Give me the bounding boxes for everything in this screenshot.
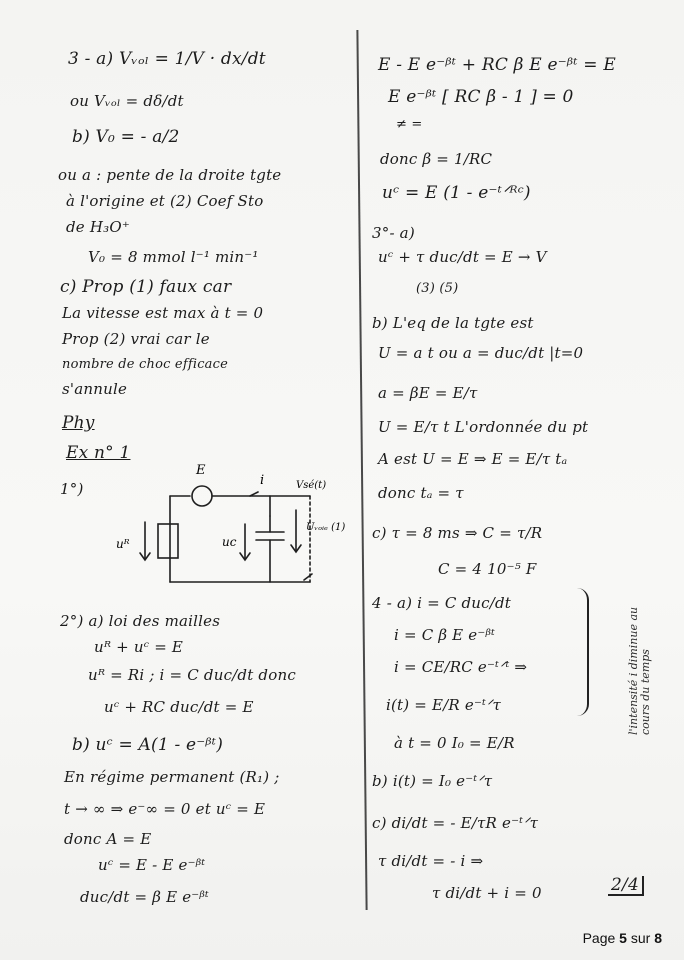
section-phy: Phy	[62, 413, 95, 433]
q3a-vvol: 3 - a) Vᵥₒₗ = 1/V · dx/dt	[68, 49, 266, 69]
q2b-regime: En régime permanent (R₁) ;	[64, 768, 280, 786]
circuit-label-uc: uc	[222, 535, 237, 549]
circuit-label-uvoie: Uᵥₒᵢₑ (1)	[306, 522, 346, 533]
q1-label: 1°)	[60, 480, 84, 498]
r-q3a-refs: (3) (5)	[416, 281, 459, 296]
q3b-v0-value: V₀ = 8 mmol l⁻¹ min⁻¹	[88, 248, 259, 266]
circuit-label-i: i	[260, 473, 265, 488]
q3c-annule: s'annule	[62, 380, 128, 398]
footer-page-number: 5	[619, 930, 627, 946]
r-q4a-i-beta: i = C β E e⁻ᵝᵗ	[394, 626, 496, 644]
r-q3b-u-at: U = a t ou a = duc/dt |t=0	[378, 344, 584, 362]
circuit-label-vscope: Vsé(t)	[296, 480, 327, 491]
q2a-loi: 2°) a) loi des mailles	[60, 612, 221, 630]
resistor-symbol	[158, 524, 178, 558]
q2b-uc: b) uᶜ = A(1 - e⁻ᵝᵗ)	[72, 735, 224, 755]
r-q4a-i0: à t = 0 I₀ = E/R	[394, 734, 515, 752]
q3a-vvol-alt: ou Vᵥₒₗ = dδ/dt	[70, 92, 184, 110]
r-beta: donc β = 1/RC	[380, 150, 493, 168]
q3b-pente: ou a : pente de la droite tgte	[58, 166, 282, 184]
footer-total-pages: 8	[654, 930, 662, 946]
q2a-sum: uᴿ + uᶜ = E	[94, 638, 184, 656]
q3c-prop2: Prop (2) vrai car le	[62, 330, 210, 348]
q2a-eq: uᶜ + RC duc/dt = E	[104, 698, 254, 716]
r-q4a-i: 4 - a) i = C duc/dt	[372, 594, 512, 612]
footer-sur: sur	[630, 930, 651, 946]
r-eq-substitution: E - E e⁻ᵝᵗ + RC β E e⁻ᵝᵗ = E	[378, 55, 616, 75]
r-q3c-tau: c) τ = 8 ms ⇒ C = τ/R	[372, 524, 543, 542]
q2b-derivative: duc/dt = β E e⁻ᵝᵗ	[80, 888, 209, 906]
r-q3a: 3°- a)	[372, 224, 415, 242]
r-q4c-tau-didt: τ di/dt = - i ⇒	[378, 852, 484, 870]
q3c-prop1: c) Prop (1) faux car	[60, 277, 232, 297]
r-q3c-c-value: C = 4 10⁻⁵ F	[438, 560, 537, 578]
r-q3b-ta: donc tₐ = τ	[378, 484, 464, 502]
r-q3b-a: a = βE = E/τ	[378, 384, 478, 402]
r-q3b-pt-a: A est U = E ⇒ E = E/τ tₐ	[378, 450, 568, 468]
r-q4b-it: b) i(t) = I₀ e⁻ᵗᐟτ	[372, 772, 493, 790]
q2b-limit: t → ∞ ⇒ e⁻∞ = 0 et uᶜ = E	[64, 800, 266, 818]
q3c-choc: nombre de choc efficace	[62, 357, 229, 372]
r-uc-final: uᶜ = E (1 - e⁻ᵗᐟᴿᶜ)	[382, 183, 531, 203]
q3b-origine: à l'origine et (2) Coef Sto	[66, 192, 264, 210]
generator-symbol	[192, 486, 212, 506]
circuit-label-e: E	[196, 463, 206, 478]
r-q3b-eq-tgte: b) L'eq de la tgte est	[372, 314, 534, 332]
q2a-ur: uᴿ = Ri ; i = C duc/dt donc	[88, 666, 296, 684]
rc-circuit-diagram	[110, 454, 370, 594]
page-footer	[583, 930, 662, 946]
q2b-uc-expr: uᶜ = E - E e⁻ᵝᵗ	[98, 856, 206, 874]
curly-brace	[565, 588, 589, 716]
circuit-label-ur: uᴿ	[116, 537, 130, 551]
r-q4c-diff-eq: τ di/dt + i = 0	[432, 884, 542, 902]
r-eq-notes: ≠ =	[396, 117, 423, 132]
r-q4a-i-ce: i = CE/RC e⁻ᵗᐟᵗ ⇒	[394, 658, 528, 676]
q3c-vitesse: La vitesse est max à t = 0	[62, 304, 264, 322]
q3b-h3o: de H₃O⁺	[66, 218, 130, 236]
r-eq-factor: E e⁻ᵝᵗ [ RC β - 1 ] = 0	[388, 87, 574, 107]
r-q3a-eq: uᶜ + τ duc/dt = E → V	[378, 248, 547, 266]
r-q4c-didt: c) di/dt = - E/τR e⁻ᵗᐟτ	[372, 814, 539, 832]
score-box: 2/4	[608, 876, 644, 896]
q2b-a-equals: donc A = E	[64, 830, 152, 848]
r-q3b-u-eq: U = E/τ t L'ordonnée du pt	[378, 418, 589, 436]
r-q4a-it: i(t) = E/R e⁻ᵗᐟτ	[386, 696, 502, 714]
footer-prefix: Page	[582, 930, 616, 946]
q3b-v0: b) V₀ = - a/2	[72, 127, 180, 147]
exercise-1-title: Ex n° 1	[66, 443, 131, 463]
margin-note: l'intensité i diminue au cours du temps	[627, 606, 652, 735]
